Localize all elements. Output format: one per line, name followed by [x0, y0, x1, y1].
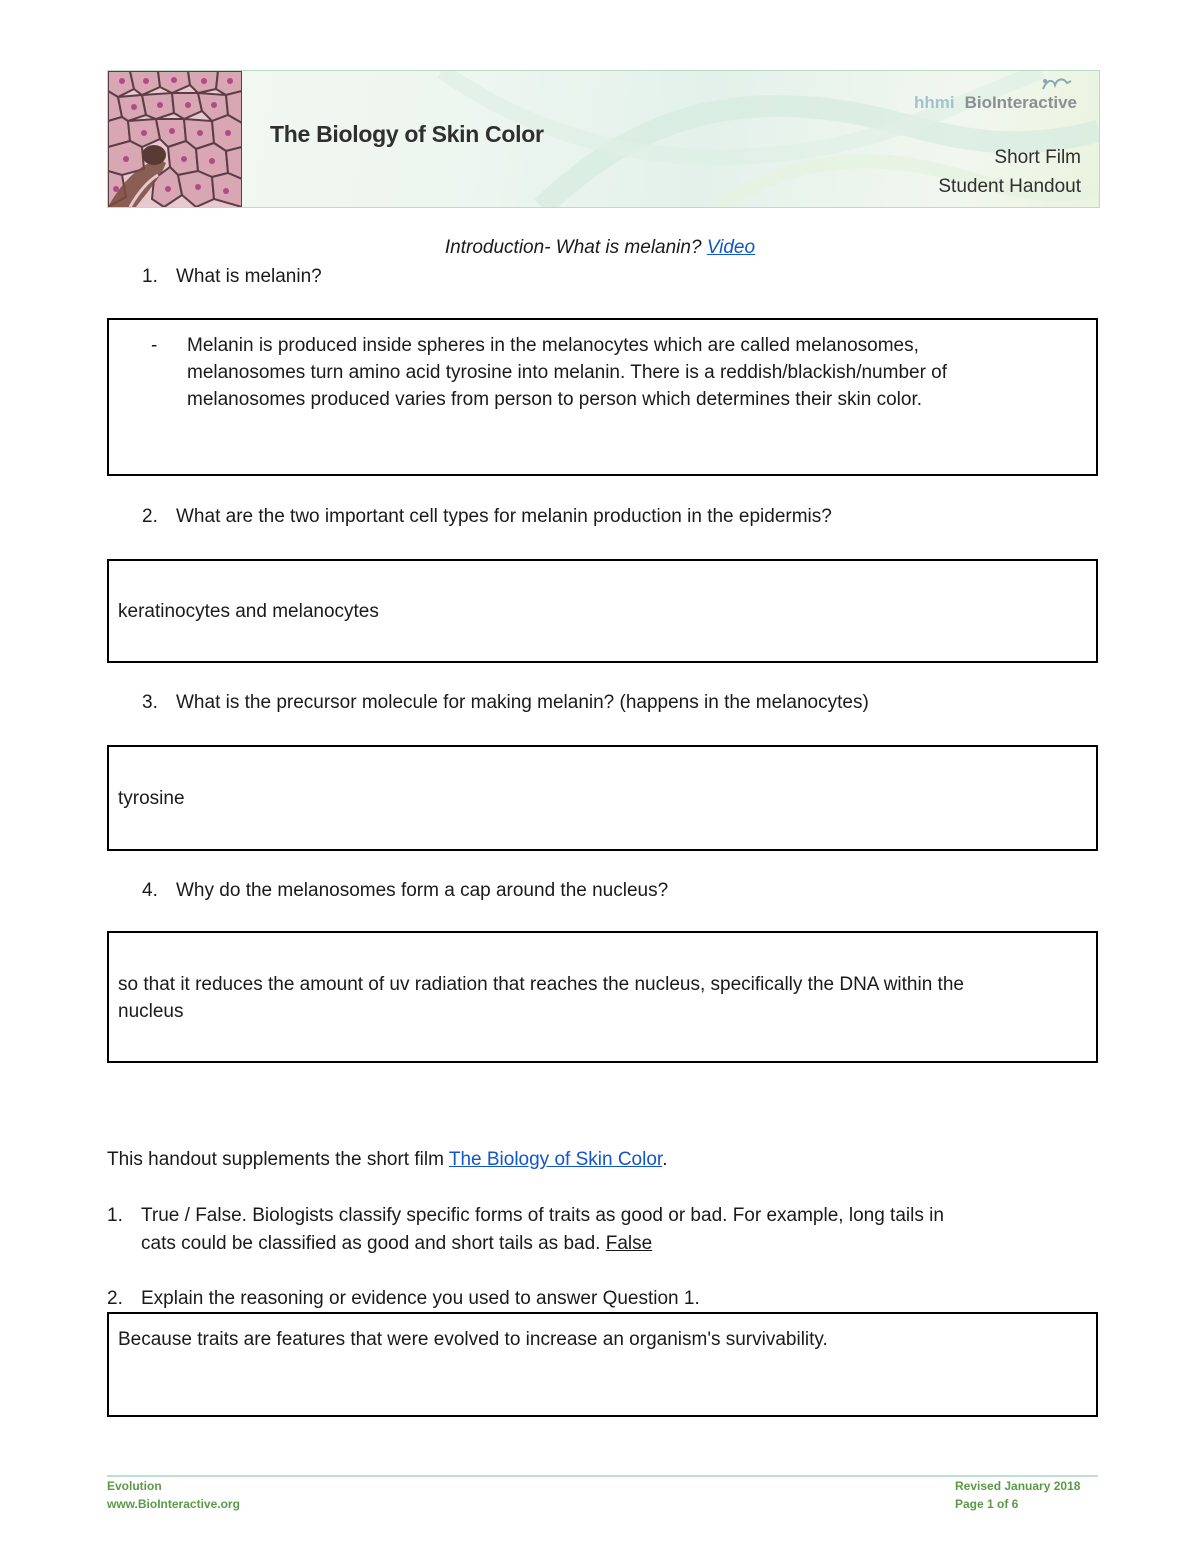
- supplement-prefix: This handout supplements the short film: [107, 1149, 449, 1170]
- answer-box-4[interactable]: [107, 931, 1098, 1063]
- answer-3-text: tyrosine: [118, 788, 185, 809]
- footer-page: Page 1 of 6: [955, 1497, 1019, 1511]
- question-2-explain: [107, 1285, 700, 1312]
- supplement-suffix: .: [662, 1149, 668, 1170]
- answer-bullet: -: [151, 335, 158, 356]
- answer-line: nucleus: [118, 1001, 184, 1022]
- brand-biointeractive: BioInteractive: [964, 93, 1077, 112]
- answer-box-2[interactable]: [107, 559, 1098, 663]
- question-text-line2: cats could be classified as good and short tails as bad.: [141, 1233, 606, 1254]
- answer-line: melanosomes produced varies from person to person which determines their skin color.: [187, 389, 923, 410]
- brand-hhmi: hhmi: [913, 93, 955, 112]
- tf-answer: False: [605, 1233, 653, 1254]
- footer-revised: Revised January 2018: [955, 1479, 1081, 1493]
- explain-answer-text: Because traits are features that were evolved to increase an organism's survivability.: [118, 1329, 828, 1350]
- answer-line: so that it reduces the amount of uv radiation that reaches the nucleus, specifically the DNA within the: [118, 974, 964, 995]
- footer-website[interactable]: www.BioInteractive.org: [107, 1497, 240, 1511]
- answer-line: melanosomes turn amino acid tyrosine into melanin. There is a reddish/blackish/number of: [187, 362, 948, 383]
- tf-question-1-cont: [141, 1230, 652, 1257]
- tf-question-1: [107, 1202, 944, 1229]
- question-text: What are the two important cell types for melanin production in the epidermis?: [176, 506, 832, 527]
- question-number: 1.: [107, 1205, 123, 1226]
- short-film-label: Short Film: [994, 147, 1081, 168]
- footer-unit: Evolution: [107, 1479, 162, 1493]
- question-number: 2.: [107, 1288, 123, 1309]
- student-handout-label: Student Handout: [938, 176, 1081, 197]
- supplement-sentence: [107, 1146, 667, 1173]
- question-number: 3.: [142, 692, 158, 713]
- biointeractive-logo-icon: [1039, 75, 1075, 95]
- footer-divider: [107, 1475, 1098, 1477]
- question-1: [142, 263, 322, 290]
- video-link[interactable]: Video: [706, 237, 756, 258]
- question-number: 1.: [142, 266, 158, 287]
- question-4: [142, 877, 668, 904]
- footer-left: [107, 1477, 240, 1513]
- question-text: What is melanin?: [176, 266, 322, 287]
- question-3: [142, 689, 869, 716]
- question-text-line1: True / False. Biologists classify specific forms of traits as good or bad. For example, long tails in: [141, 1205, 944, 1226]
- question-number: 4.: [142, 880, 158, 901]
- skin-cells-illustration: [108, 71, 242, 207]
- answer-2-text: keratinocytes and melanocytes: [118, 601, 379, 622]
- brand-logo: [914, 93, 1077, 113]
- question-text: Why do the melanosomes form a cap around the nucleus?: [176, 880, 669, 901]
- question-number: 2.: [142, 506, 158, 527]
- intro-heading-text: Introduction- What is melanin?: [444, 237, 702, 258]
- header-banner: [107, 70, 1100, 208]
- question-2: [142, 503, 832, 530]
- footer-right: [955, 1477, 1080, 1513]
- answer-4-text: [118, 971, 964, 1025]
- answer-box-explain[interactable]: [107, 1312, 1098, 1417]
- banner-title: The Biology of Skin Color: [270, 121, 544, 147]
- film-link[interactable]: The Biology of Skin Color: [448, 1149, 663, 1170]
- answer-box-1[interactable]: [107, 318, 1098, 476]
- question-text: Explain the reasoning or evidence you used to answer Question 1.: [141, 1288, 700, 1309]
- answer-line: Melanin is produced inside spheres in the melanocytes which are called melanosomes,: [187, 335, 919, 356]
- intro-heading: [0, 234, 1200, 261]
- question-text: What is the precursor molecule for making melanin? (happens in the melanocytes): [176, 692, 869, 713]
- answer-1-text: [187, 332, 947, 413]
- answer-box-3[interactable]: [107, 745, 1098, 851]
- handout-type: [938, 143, 1081, 201]
